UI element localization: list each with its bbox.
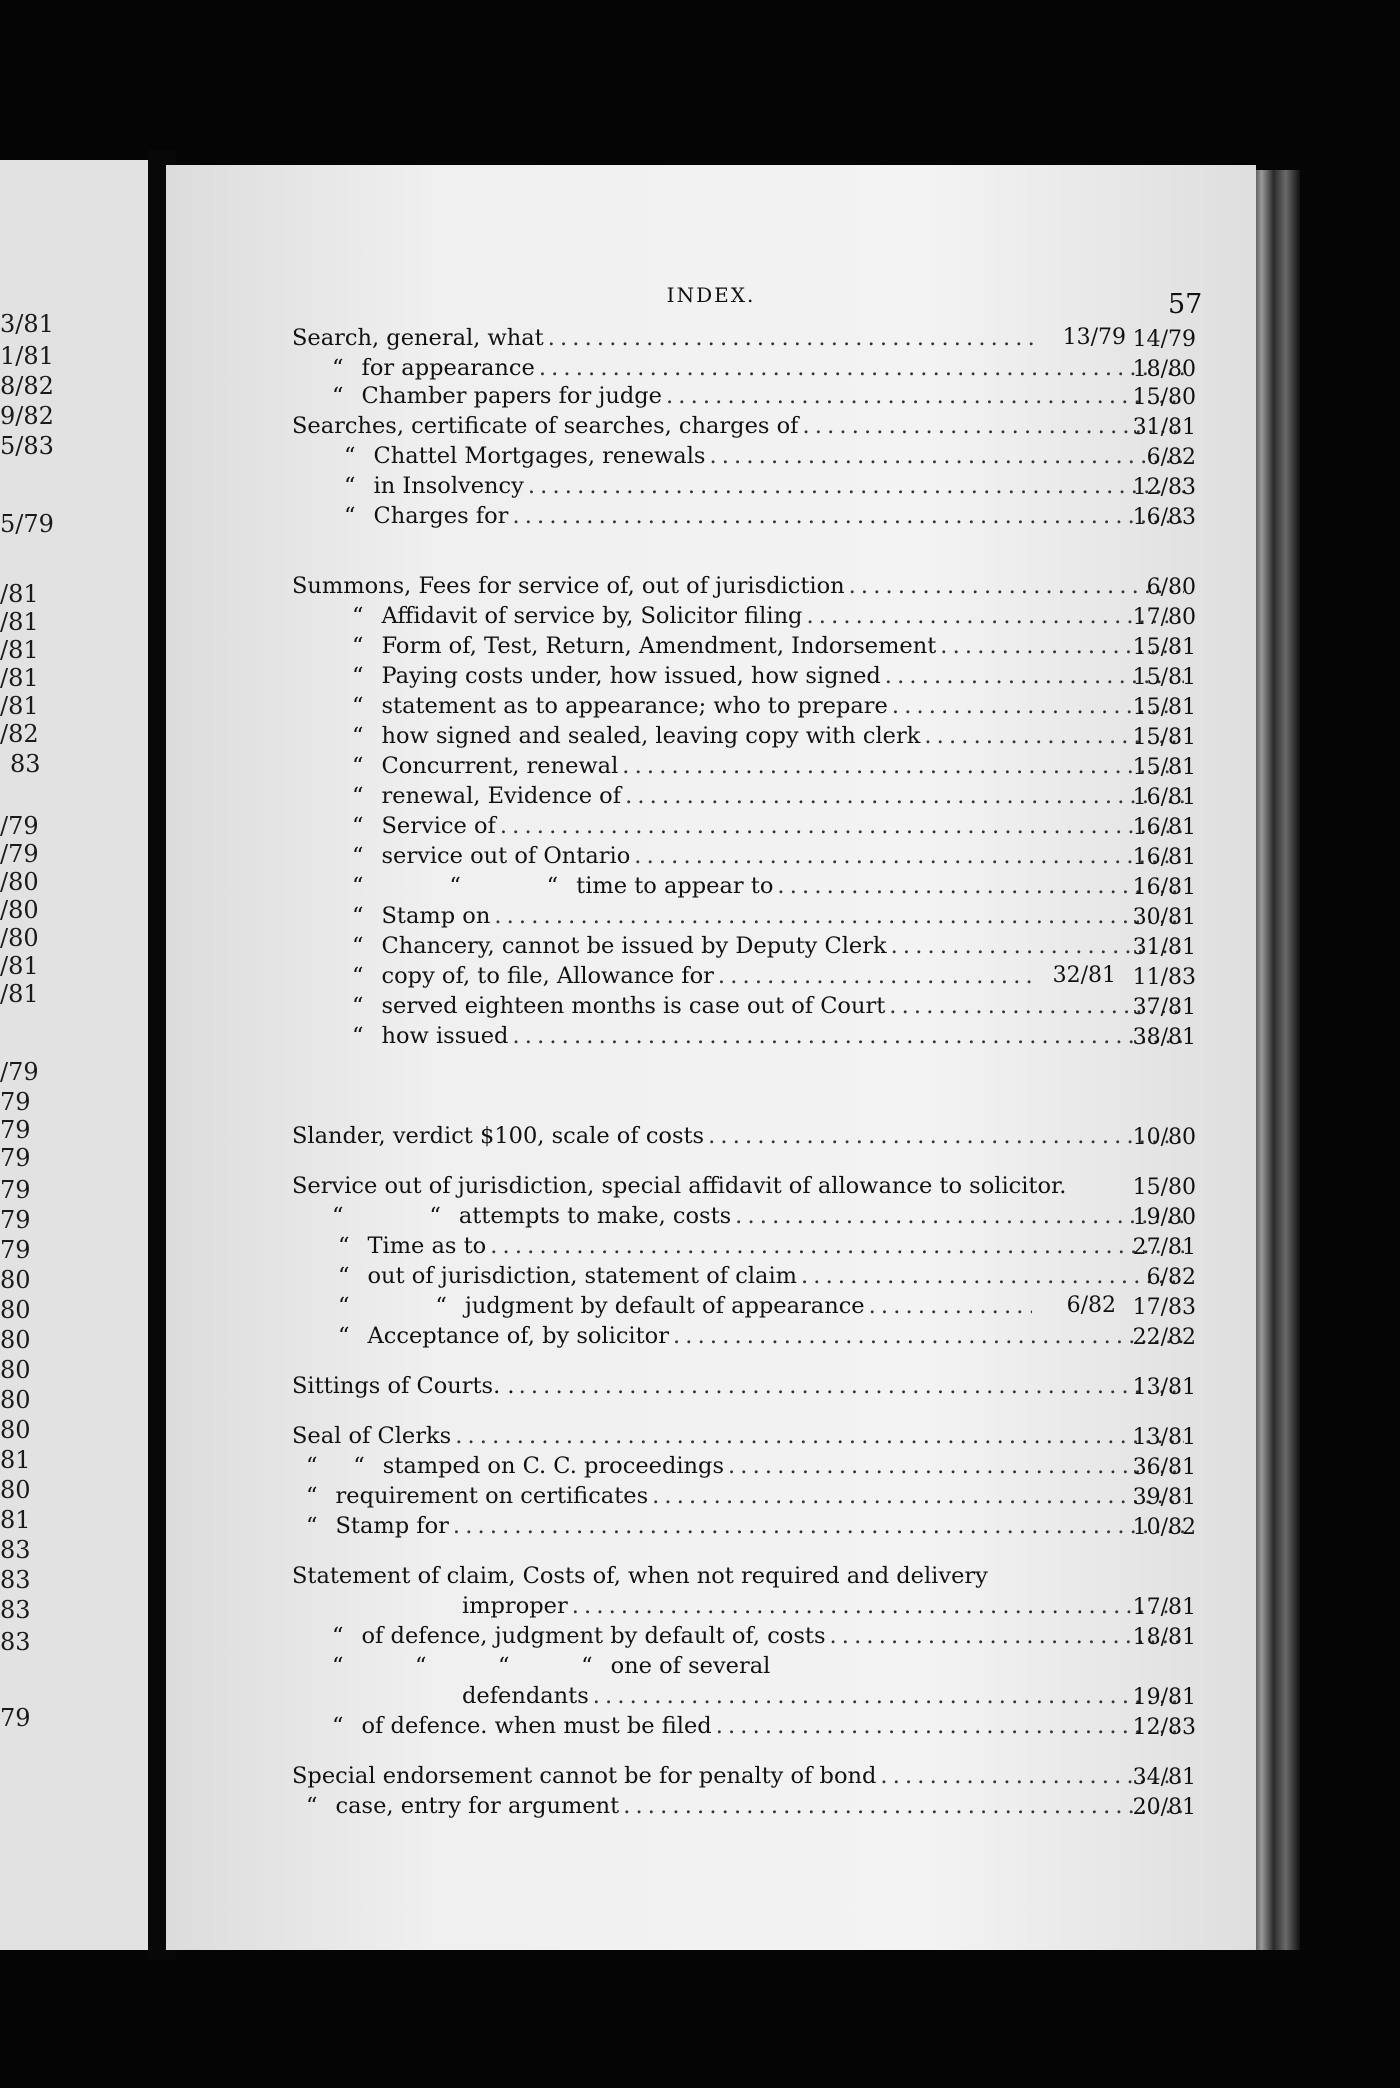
facing-page-number: 83 (0, 1536, 31, 1564)
page-ref: 15/81 (1132, 725, 1196, 750)
ditto-mark: “ (352, 933, 364, 959)
page-ref: 38/81 (1132, 1025, 1196, 1050)
ditto-mark: “ (352, 1023, 364, 1049)
ditto-mark: “ (306, 1513, 318, 1539)
page-ref: 6/80 (1146, 575, 1196, 600)
ditto-mark: “ (352, 813, 364, 839)
ditto-mark: “ “ “ (352, 873, 559, 899)
ditto-mark: “ (306, 1483, 318, 1509)
facing-page-number: 83 (10, 750, 41, 778)
index-entry (338, 1323, 1188, 1349)
leader-dots (500, 813, 1184, 839)
ditto-mark: “ (352, 993, 364, 1019)
page-ref: 16/83 (1132, 505, 1196, 530)
facing-page-number: 79 (0, 1144, 31, 1172)
index-entry (292, 413, 1188, 439)
index-entry (344, 503, 1188, 529)
entry-text: of defence. when must be filed (361, 1713, 712, 1739)
ditto-mark: “ (332, 355, 344, 381)
entry-text: Search, general, what (292, 325, 544, 351)
facing-page-number: 80 (0, 1356, 31, 1384)
index-page (166, 165, 1256, 1950)
leader-dots (666, 383, 1184, 409)
entry-text: out of jurisdiction, statement of claim (367, 1263, 797, 1289)
index-entry (462, 1593, 1188, 1619)
entry-text: Concurrent, renewal (381, 753, 619, 779)
entry-text: Special endorsement cannot be for penalty of bond (292, 1763, 877, 1789)
page-ref: 10/82 (1132, 1515, 1196, 1540)
ditto-mark: “ (344, 443, 356, 469)
entry-text: service out of Ontario (381, 843, 631, 869)
index-entry (292, 1373, 1188, 1399)
page-header: INDEX. (666, 283, 756, 307)
entry-text: statement as to appearance; who to prepare (381, 693, 888, 719)
entry-text: Form of, Test, Return, Amendment, Indorsement (381, 633, 937, 659)
entry-text: Searches, certificate of searches, charges of (292, 413, 799, 439)
entry-text: Acceptance of, by solicitor (367, 1323, 669, 1349)
facing-page-number: 1/81 (0, 342, 54, 370)
facing-page-number: /79 (0, 1058, 39, 1086)
entry-text: Service out of jurisdiction, special affidavit of allowance to solicitor. (292, 1173, 1067, 1199)
entry-text: judgment by default of appearance (464, 1293, 865, 1319)
page-edges (1252, 170, 1300, 1950)
facing-page-number: 79 (0, 1704, 31, 1732)
index-entry (292, 1123, 1188, 1149)
leader-dots (593, 1683, 1184, 1709)
index-entry (352, 813, 1188, 839)
index-entry (292, 325, 1046, 351)
ditto-mark: “ (352, 963, 364, 989)
facing-page-number: 80 (0, 1386, 31, 1414)
facing-page-number: 79 (0, 1088, 31, 1116)
facing-page-number: 81 (0, 1506, 31, 1534)
leader-dots (622, 753, 1184, 779)
entry-text: Paying costs under, how issued, how signed (381, 663, 881, 689)
index-entry (306, 1483, 1188, 1509)
ditto-mark: “ (338, 1263, 350, 1289)
leader-dots (718, 963, 1032, 989)
page-ref: 17/81 (1132, 1595, 1196, 1620)
ditto-mark: “ “ (306, 1453, 365, 1479)
facing-page-number: 3/81 (0, 310, 54, 338)
index-entry (344, 473, 1188, 499)
leader-dots (708, 1123, 1184, 1149)
ditto-mark: “ (352, 903, 364, 929)
page-ref: 37/81 (1132, 995, 1196, 1020)
page-ref: 20/81 (1132, 1795, 1196, 1820)
leader-dots (494, 903, 1184, 929)
page-ref: 17/83 (1132, 1295, 1196, 1320)
facing-page (0, 160, 148, 1950)
leader-dots (673, 1323, 1184, 1349)
facing-page-number: 83 (0, 1596, 31, 1624)
index-entry (332, 1713, 1188, 1739)
entry-text: how signed and sealed, leaving copy with clerk (381, 723, 921, 749)
page-ref: 15/81 (1132, 665, 1196, 690)
page-ref-primary: 13/79 (1062, 325, 1126, 350)
index-entry (352, 993, 1188, 1019)
index-entry (352, 873, 1188, 899)
facing-page-number: /82 (0, 720, 39, 748)
leader-dots (735, 1203, 1184, 1229)
index-entry (352, 903, 1188, 929)
leader-dots (716, 1713, 1184, 1739)
index-entry (292, 1563, 1188, 1589)
entry-text: stamped on C. C. proceedings (382, 1453, 724, 1479)
index-entry (352, 843, 1188, 869)
index-entry (332, 1653, 1188, 1679)
facing-page-number: 83 (0, 1566, 31, 1594)
entry-text: Charges for (373, 503, 509, 529)
facing-page-number: 80 (0, 1296, 31, 1324)
leader-dots (623, 1793, 1184, 1819)
facing-page-number: 81 (0, 1446, 31, 1474)
entry-text: defendants (462, 1683, 589, 1709)
leader-dots (652, 1483, 1184, 1509)
index-entry (332, 383, 1188, 409)
ditto-mark: “ (332, 1623, 344, 1649)
page-ref: 22/82 (1132, 1325, 1196, 1350)
ditto-mark: “ (338, 1323, 350, 1349)
page-ref: 16/81 (1132, 845, 1196, 870)
index-entry (332, 355, 1188, 381)
ditto-mark: “ (344, 503, 356, 529)
leader-dots (519, 1373, 1184, 1399)
entry-text: Chancery, cannot be issued by Deputy Clerk (381, 933, 887, 959)
index-entry (352, 1023, 1188, 1049)
ditto-mark: “ (352, 633, 364, 659)
page-ref: 39/81 (1132, 1485, 1196, 1510)
leader-dots (625, 783, 1184, 809)
facing-page-number: 79 (0, 1236, 31, 1264)
page-ref: 31/81 (1132, 415, 1196, 440)
index-entry (352, 723, 1188, 749)
page-ref: 13/81 (1132, 1375, 1196, 1400)
facing-page-number: /81 (0, 636, 39, 664)
entry-text: improper (462, 1593, 568, 1619)
ditto-mark: “ (338, 1233, 350, 1259)
page-ref: 30/81 (1132, 905, 1196, 930)
page-ref: 6/82 (1146, 445, 1196, 470)
facing-page-number: 80 (0, 1476, 31, 1504)
leader-dots (548, 325, 1042, 351)
facing-page-number: /80 (0, 924, 39, 952)
page-ref: 34/81 (1132, 1765, 1196, 1790)
entry-text: Service of (381, 813, 496, 839)
index-entry (332, 1623, 1188, 1649)
leader-dots (709, 443, 1184, 469)
ditto-mark: “ (352, 693, 364, 719)
facing-page-number: 8/82 (0, 372, 54, 400)
index-entry (292, 1423, 1188, 1449)
entry-text: Slander, verdict $100, scale of costs (292, 1123, 705, 1149)
facing-page-number: 9/82 (0, 402, 54, 430)
index-entry (338, 1233, 1188, 1259)
index-entry (292, 573, 1188, 599)
page-ref: 17/80 (1132, 605, 1196, 630)
entry-text: Summons, Fees for service of, out of jurisdiction (292, 573, 845, 599)
facing-page-number: 79 (0, 1176, 31, 1204)
facing-page-number: /81 (0, 952, 39, 980)
index-entry (462, 1683, 1188, 1709)
ditto-mark: “ (352, 783, 364, 809)
index-entry (306, 1513, 1188, 1539)
page-ref: 16/81 (1132, 785, 1196, 810)
entry-text: Seal of Clerks (292, 1423, 452, 1449)
page-ref: 18/80 (1132, 357, 1196, 382)
index-entry (292, 1173, 1188, 1199)
entry-text: of defence, judgment by default of, costs (361, 1623, 826, 1649)
page-ref: 12/83 (1132, 475, 1196, 500)
entry-text: Time as to (367, 1233, 487, 1259)
leader-dots (490, 1233, 1184, 1259)
page-ref: 15/80 (1132, 385, 1196, 410)
facing-page-number: /81 (0, 580, 39, 608)
entry-text: Chamber papers for judge (361, 383, 662, 409)
leader-dots (572, 1593, 1184, 1619)
entry-text: how issued (381, 1023, 509, 1049)
entry-text: case, entry for argument (335, 1793, 620, 1819)
ditto-mark: “ (344, 473, 356, 499)
page-ref: 12/83 (1132, 1715, 1196, 1740)
entry-text: Chattel Mortgages, renewals (373, 443, 706, 469)
index-entry (352, 603, 1188, 629)
facing-page-number: 80 (0, 1416, 31, 1444)
entry-text: Sittings of Courts. . (292, 1373, 515, 1399)
page-ref: 10/80 (1132, 1125, 1196, 1150)
page-ref: 15/81 (1132, 635, 1196, 660)
page-ref: 15/81 (1132, 755, 1196, 780)
leader-dots (728, 1453, 1184, 1479)
entry-text: renewal, Evidence of (381, 783, 622, 809)
ditto-mark: “ “ “ “ (332, 1653, 593, 1679)
leader-dots (634, 843, 1184, 869)
facing-page-number: 80 (0, 1326, 31, 1354)
ditto-mark: “ (332, 383, 344, 409)
entry-text: Stamp for (335, 1513, 449, 1539)
ditto-mark: “ (332, 1713, 344, 1739)
index-entry (306, 1453, 1188, 1479)
index-entry (338, 1263, 1188, 1289)
entry-text: copy of, to file, Allowance for (381, 963, 714, 989)
leader-dots (528, 473, 1184, 499)
entry-text: time to appear to (576, 873, 774, 899)
page-ref: 13/81 (1132, 1425, 1196, 1450)
ditto-mark: “ “ (332, 1203, 441, 1229)
facing-page-number: /81 (0, 980, 39, 1008)
entry-text: one of several (610, 1653, 771, 1679)
leader-dots (455, 1423, 1184, 1449)
facing-page-number: /79 (0, 840, 39, 868)
entry-text: Affidavit of service by, Solicitor filing (381, 603, 803, 629)
page-ref: 15/81 (1132, 695, 1196, 720)
ditto-mark: “ (352, 663, 364, 689)
facing-page-number: 5/79 (0, 510, 54, 538)
index-entry (352, 963, 1036, 989)
facing-page-number: 5/83 (0, 432, 54, 460)
index-entry (352, 933, 1188, 959)
facing-page-number: 83 (0, 1628, 31, 1656)
facing-page-number: /81 (0, 664, 39, 692)
ditto-mark: “ “ (338, 1293, 447, 1319)
facing-page-number: /81 (0, 692, 39, 720)
leader-dots (512, 1023, 1184, 1049)
page-ref: 19/80 (1132, 1205, 1196, 1230)
page-ref: 36/81 (1132, 1455, 1196, 1480)
entry-text: requirement on certificates (335, 1483, 649, 1509)
page-ref: 31/81 (1132, 935, 1196, 960)
ditto-mark: “ (352, 753, 364, 779)
leader-dots (512, 503, 1184, 529)
page-ref: 19/81 (1132, 1685, 1196, 1710)
facing-page-number: /81 (0, 608, 39, 636)
page-ref: 16/81 (1132, 875, 1196, 900)
facing-page-number: /79 (0, 812, 39, 840)
page-ref: 27/81 (1132, 1235, 1196, 1260)
leader-dots (539, 355, 1184, 381)
index-entry (344, 443, 1188, 469)
entry-text: in Insolvency (373, 473, 524, 499)
leader-dots (453, 1513, 1184, 1539)
entry-text: for appearance (361, 355, 535, 381)
index-entry (352, 753, 1188, 779)
index-entry (352, 663, 1188, 689)
page-ref: 6/82 (1146, 1265, 1196, 1290)
index-entry (332, 1203, 1188, 1229)
page-ref: 16/81 (1132, 815, 1196, 840)
ditto-mark: “ (306, 1793, 318, 1819)
facing-page-number: /80 (0, 868, 39, 896)
facing-page-number: 79 (0, 1116, 31, 1144)
index-entry (292, 1763, 1188, 1789)
facing-page-number: 79 (0, 1206, 31, 1234)
leader-dots (869, 1293, 1032, 1319)
ditto-mark: “ (352, 603, 364, 629)
index-entry (352, 633, 1188, 659)
index-entry (352, 783, 1188, 809)
page-ref-primary: 6/82 (1066, 1293, 1116, 1318)
entry-text: Stamp on (381, 903, 491, 929)
index-entry (306, 1793, 1188, 1819)
leader-dots (777, 873, 1184, 899)
entry-text: attempts to make, costs (458, 1203, 732, 1229)
ditto-mark: “ (352, 843, 364, 869)
ditto-mark: “ (352, 723, 364, 749)
page-ref-primary: 32/81 (1052, 963, 1116, 988)
page-ref: 15/80 (1132, 1175, 1196, 1200)
index-entry (352, 693, 1188, 719)
entry-text: Statement of claim, Costs of, when not required and delivery (292, 1563, 988, 1589)
entry-text: served eighteen months is case out of Court (381, 993, 886, 1019)
page-number: 57 (1168, 289, 1203, 320)
page-ref: 18/81 (1132, 1625, 1196, 1650)
index-entry (338, 1293, 1036, 1319)
page-ref: 14/79 (1132, 327, 1196, 352)
facing-page-number: 80 (0, 1266, 31, 1294)
page-ref: 11/83 (1132, 965, 1196, 990)
facing-page-number: /80 (0, 896, 39, 924)
